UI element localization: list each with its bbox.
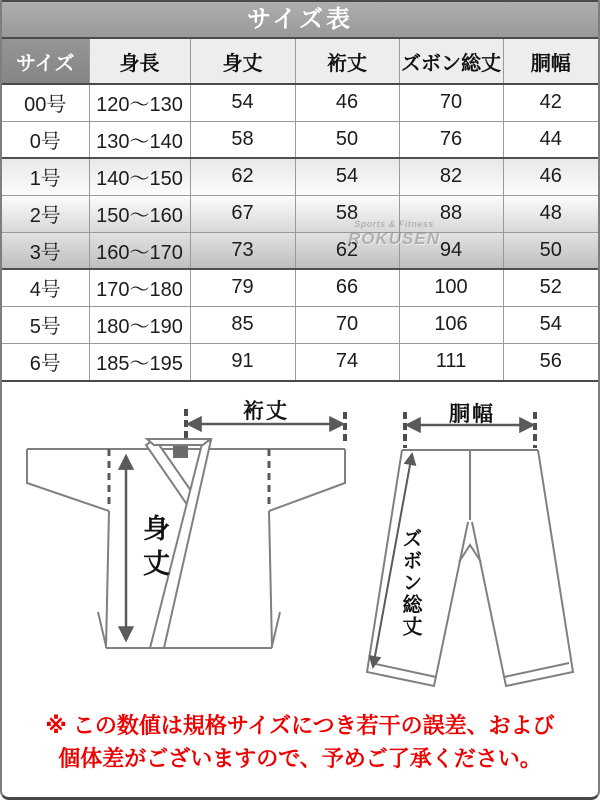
size-chart-title: サイズ表 bbox=[2, 2, 598, 39]
col-header-height: 身長 bbox=[89, 39, 190, 84]
measurement-diagram-section bbox=[2, 382, 598, 692]
col-header-body-length: 身丈 bbox=[190, 39, 295, 84]
jacket-diagram bbox=[2, 382, 360, 692]
table-row: 4号 170〜180 79 66 100 52 bbox=[2, 269, 598, 306]
table-row: 3号 160〜170 73 62 94 50 bbox=[2, 232, 598, 269]
table-row: 00号 120〜130 54 46 70 42 bbox=[2, 84, 598, 121]
col-header-waist-width: 胴幅 bbox=[503, 39, 598, 84]
collar-label-square bbox=[173, 446, 188, 458]
waist-width-label: 胴幅 bbox=[449, 403, 495, 426]
col-header-sleeve-length: 裄丈 bbox=[295, 39, 399, 84]
table-row: 2号 150〜160 67 58 88 48 bbox=[2, 195, 598, 232]
col-header-pants-length: ズボン総丈 bbox=[399, 39, 503, 84]
col-header-size: サイズ bbox=[2, 39, 89, 84]
table-row: 5号 180〜190 85 70 106 54 bbox=[2, 306, 598, 343]
pants-length-label: ズボン総丈 bbox=[399, 528, 421, 638]
body-length-label: 身丈 bbox=[139, 514, 169, 584]
header-row bbox=[2, 39, 598, 84]
sleeve-length-label: 裄丈 bbox=[243, 400, 289, 423]
table-row: 6号 185〜195 91 74 111 56 bbox=[2, 343, 598, 380]
watermark-tagline: Sports & Fitness bbox=[354, 219, 434, 229]
table-row: 0号 130〜140 58 50 76 44 bbox=[2, 121, 598, 158]
disclaimer-line-2: 個体差がございますので、予めご了承ください。 bbox=[58, 745, 542, 771]
size-table bbox=[2, 39, 598, 380]
table-row: 1号 140〜150 62 54 82 46 bbox=[2, 158, 598, 195]
watermark-brand: ROKUSEN bbox=[347, 228, 440, 248]
size-table-section bbox=[2, 0, 598, 382]
disclaimer-note bbox=[2, 692, 598, 797]
disclaimer-line-1: ※ この数値は規格サイズにつき若干の誤差、および bbox=[45, 712, 555, 738]
